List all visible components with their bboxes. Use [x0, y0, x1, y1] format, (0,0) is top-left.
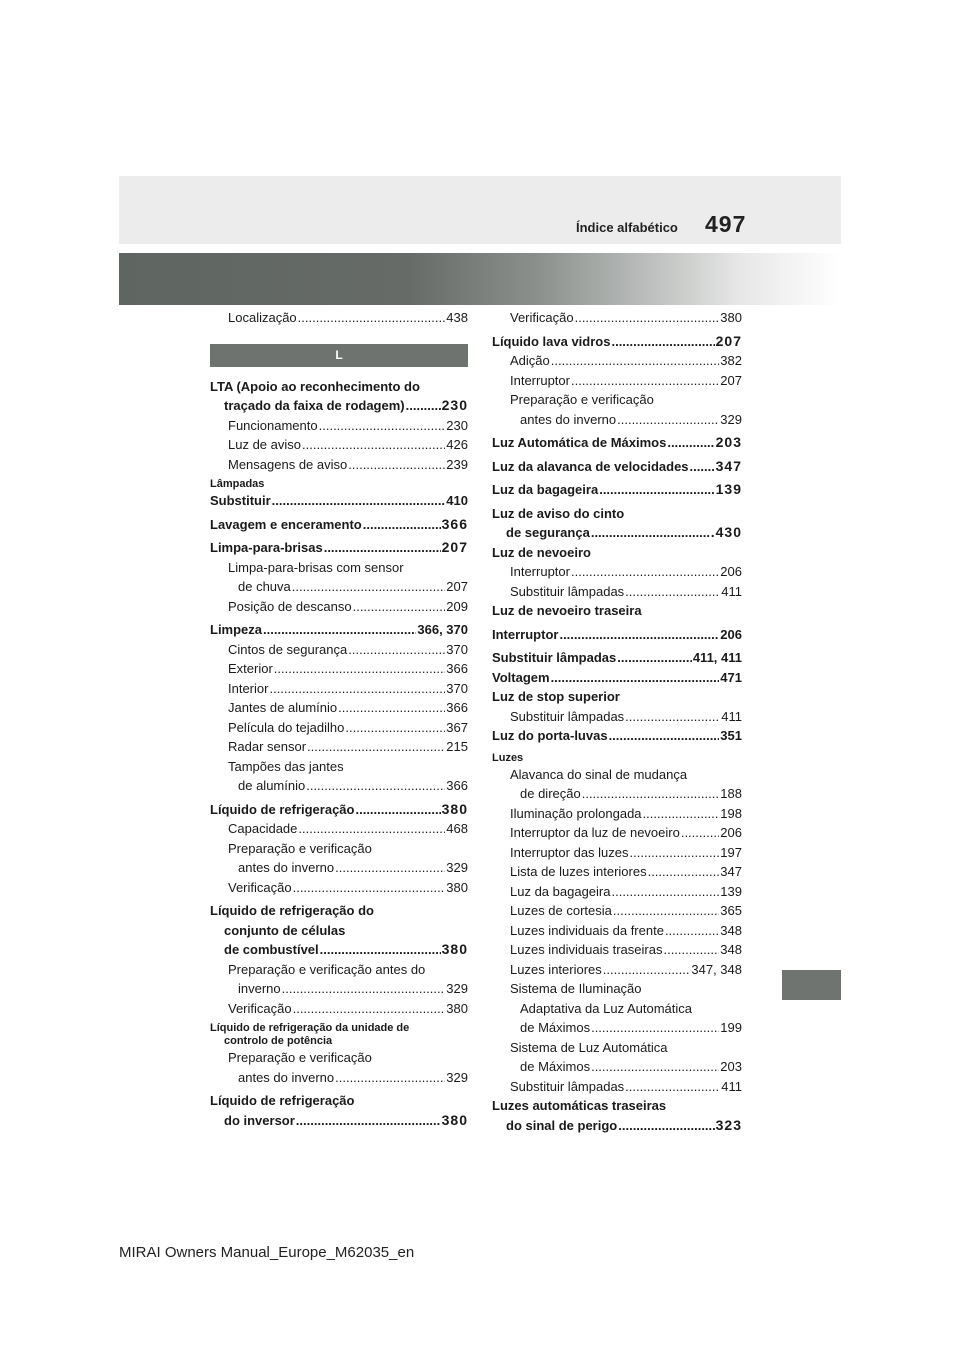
index-heading: Luzes automáticas traseiras	[492, 1098, 667, 1113]
index-subentry[interactable]: antes do inverno ..... 329	[210, 858, 468, 878]
page-number: 497	[705, 211, 747, 237]
index-subentry[interactable]: Posição de descanso ..... 209	[210, 597, 468, 617]
index-subentry[interactable]: Película do tejadilho ..... 367	[210, 718, 468, 738]
index-subheading: Preparação e verificação	[228, 840, 372, 856]
index-subheading: Preparação e verificação	[228, 1050, 372, 1065]
index-subentry[interactable]: Substituir lâmpadas ..... 411	[492, 582, 742, 602]
index-column-left	[210, 308, 468, 1130]
index-subentry[interactable]: de alumínio ..... 366	[210, 776, 468, 796]
index-subentry[interactable]: de Máximos ..... 203	[492, 1057, 742, 1077]
header-gradient-band	[119, 253, 841, 305]
index-entry[interactable]: Limpeza ..... 366, 370	[210, 620, 468, 640]
index-subentry[interactable]: Luzes interiores ..... 347, 348	[492, 960, 742, 980]
index-subentry[interactable]: de chuva ..... 207	[210, 577, 468, 597]
index-subentry[interactable]: Verificação ..... 380	[210, 878, 468, 898]
index-subentry[interactable]: Adição ..... 382	[492, 351, 742, 371]
index-heading: Líquido de refrigeração da unidade de	[210, 1022, 410, 1034]
index-entry[interactable]: Luz da alavanca de velocidades ..... 347	[492, 457, 742, 477]
index-subentry[interactable]: Luzes individuais da frente ..... 348	[492, 921, 742, 941]
index-heading: controlo de potência	[224, 1035, 333, 1047]
index-entry[interactable]: Localização ..... 438	[210, 308, 468, 328]
index-heading: conjunto de células	[224, 922, 346, 938]
index-subentry[interactable]: Interruptor das luzes ..... 197	[492, 843, 742, 863]
index-subentry[interactable]: Radar sensor ..... 215	[210, 737, 468, 757]
index-subentry[interactable]: Cintos de segurança ..... 370	[210, 640, 468, 660]
index-subheading: Preparação e verificação antes do	[228, 961, 426, 977]
index-entry[interactable]: Líquido lava vidros ..... 207	[492, 332, 742, 352]
index-subentry[interactable]: Luzes de cortesia ..... 365	[492, 901, 742, 921]
index-heading: Lâmpadas	[210, 478, 265, 490]
index-entry[interactable]: Luz Automática de Máximos ..... 203	[492, 433, 742, 453]
index-entry[interactable]: Substituir ..... 410	[210, 491, 468, 511]
index-subentry[interactable]: Luz de aviso ..... 426	[210, 435, 468, 455]
index-subheading: Limpa-para-brisas com sensor	[228, 559, 404, 575]
footer-manual-id: MIRAI Owners Manual_Europe_M62035_en	[119, 1244, 415, 1261]
index-entry[interactable]: do inversor ..... 380	[210, 1111, 468, 1131]
index-subheading: Preparação e verificação	[510, 392, 654, 407]
index-subentry[interactable]: Interior ..... 370	[210, 679, 468, 699]
index-subentry[interactable]: Iluminação prolongada ..... 198	[492, 804, 742, 824]
side-thumb-tab[interactable]	[782, 970, 841, 1000]
index-subentry[interactable]: inverno ..... 329	[210, 979, 468, 999]
index-subentry[interactable]: de Máximos ..... 199	[492, 1018, 742, 1038]
index-heading: Luz de stop superior	[492, 689, 620, 704]
index-subheading: Sistema de Luz Automática	[510, 1039, 668, 1055]
index-entry[interactable]: de segurança ..... .430	[492, 523, 742, 543]
index-subentry[interactable]: antes do inverno ..... 329	[210, 1068, 468, 1088]
index-subentry[interactable]: de direção ..... 188	[492, 784, 742, 804]
index-subheading: Tampões das jantes	[228, 758, 344, 774]
index-subheading: Alavanca do sinal de mudança	[510, 766, 688, 782]
index-subentry[interactable]: Lista de luzes interiores ..... 347	[492, 862, 742, 882]
index-entry[interactable]: Luz da bagageira ..... 139	[492, 480, 742, 500]
index-subentry[interactable]: Verificação ..... 380	[210, 999, 468, 1019]
index-subentry[interactable]: Funcionamento ..... 230	[210, 416, 468, 436]
index-heading: Líquido de refrigeração do	[210, 903, 374, 918]
index-heading: Luzes	[492, 751, 524, 764]
index-subentry[interactable]: Capacidade ..... 468	[210, 819, 468, 839]
index-subheading: Sistema de Iluminação	[510, 981, 642, 996]
index-entry[interactable]: Líquido de refrigeração ..... 380	[210, 800, 468, 820]
index-entry[interactable]: Interruptor ..... 206	[492, 625, 742, 645]
index-heading: Líquido de refrigeração	[210, 1093, 355, 1108]
index-heading: LTA (Apoio ao reconhecimento do	[210, 378, 420, 394]
index-subentry[interactable]: Luz da bagageira ..... 139	[492, 882, 742, 902]
index-subentry[interactable]: Verificação ..... 380	[492, 308, 742, 328]
index-subentry[interactable]: antes do inverno ..... 329	[492, 410, 742, 430]
index-entry[interactable]: traçado da faixa de rodagem) ..... 230	[210, 396, 468, 416]
index-entry[interactable]: Lavagem e enceramento ..... 366	[210, 515, 468, 535]
section-title: Índice alfabético	[576, 220, 678, 235]
index-subentry[interactable]: Substituir lâmpadas ..... 411	[492, 1077, 742, 1097]
index-entry[interactable]: Limpa-para-brisas ..... 207	[210, 538, 468, 558]
index-entry[interactable]: Luz do porta-luvas ..... 351	[492, 726, 742, 746]
index-entry[interactable]: de combustível ..... 380	[210, 940, 468, 960]
index-column-right	[492, 308, 742, 1135]
index-subentry[interactable]: Mensagens de aviso ..... 239	[210, 455, 468, 475]
index-entry[interactable]: do sinal de perigo ..... 323	[492, 1116, 742, 1136]
index-entry[interactable]: Voltagem ..... 471	[492, 668, 742, 688]
index-subentry[interactable]: Jantes de alumínio ..... 366	[210, 698, 468, 718]
index-subentry[interactable]: Interruptor ..... 207	[492, 371, 742, 391]
index-heading: Luz de nevoeiro traseira	[492, 603, 642, 618]
index-entry[interactable]: Substituir lâmpadas ..... 411, 411	[492, 648, 742, 668]
index-subentry[interactable]: Interruptor da luz de nevoeiro ..... 206	[492, 823, 742, 843]
index-subentry[interactable]: Exterior ..... 366	[210, 659, 468, 679]
letter-section-header: L	[210, 344, 468, 367]
index-subentry[interactable]: Interruptor ..... 206	[492, 562, 742, 582]
index-subentry[interactable]: Substituir lâmpadas ..... 411	[492, 707, 742, 727]
index-subentry[interactable]: Luzes individuais traseiras ..... 348	[492, 940, 742, 960]
index-heading: Luz de nevoeiro	[492, 544, 591, 560]
index-subheading: Adaptativa da Luz Automática	[520, 1000, 693, 1016]
index-heading: Luz de aviso do cinto	[492, 505, 625, 521]
